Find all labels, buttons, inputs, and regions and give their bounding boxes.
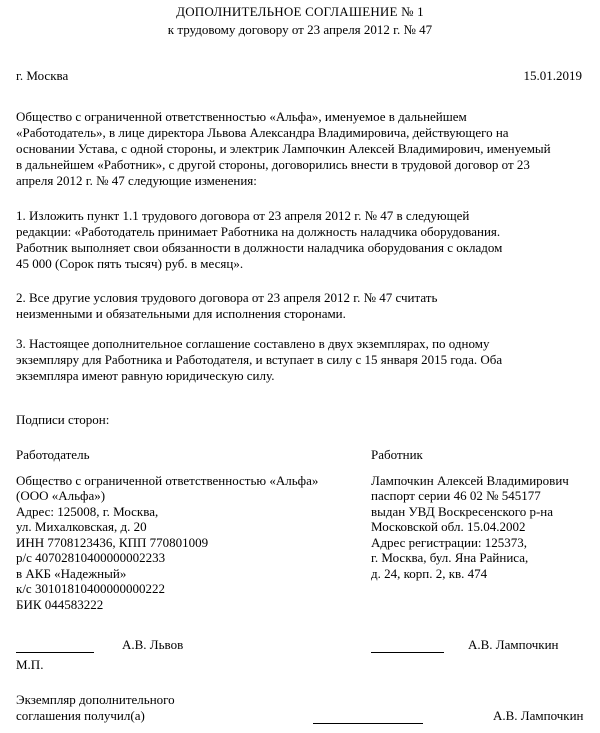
employer-signature-line <box>16 652 94 653</box>
employee-signature-line <box>371 652 444 653</box>
employee-signatory: А.В. Лампочкин <box>468 637 559 652</box>
copy-received-label: Экземпляр дополнительного соглашения получил(а) <box>16 692 175 723</box>
employer-details: Общество с ограниченной ответственностью «Альфа» (ООО «Альфа») Адрес: 125008, г. Москва, ул. Михалковская, д. 20 ИНН 7708123436, КПП 770801009 р/с 40702810400000002233 в АКБ «Надежный» к/с 30101810400000000222 БИК 044583222 <box>16 472 319 612</box>
copy-signatory: А.В. Лампочкин <box>493 708 584 723</box>
employer-block <box>16 447 366 612</box>
employee-heading: Работник <box>371 447 423 462</box>
clause-3: 3. Настоящее дополнительное соглашение составлено в двух экземплярах, по одному экземпляру для Работника и Работодателя, и вступает в силу с 15 января 2015 года. Оба экземпляра имеют равную юридическую силу. <box>16 336 503 383</box>
document-title: ДОПОЛНИТЕЛЬНОЕ СОГЛАШЕНИЕ № 1 <box>176 4 424 19</box>
employer-signatory: А.В. Львов <box>122 637 184 652</box>
employee-details: Лампочкин Алексей Владимирович паспорт серии 46 02 № 545177 выдан УВД Воскресенского р-на Московской обл. 15.04.2002 Адрес регистрации: 125373, г. Москва, бул. Яна Райниса, д. 24, корп. 2, кв. 474 <box>371 472 569 581</box>
employee-block <box>371 447 591 581</box>
intro-paragraph: Общество с ограниченной ответственностью «Альфа», именуемое в дальнейшем «Работодатель», в лице директора Львова Александра Владимировича, действующего на основании Устава, с одной стороны, и электрик Лампочкин Алексей Владимирович, именуемый в дальнейшем «Работник», с другой стороны, договорились внести в трудовой договор от 23 апреля 2012 г. № 47 следующие изменения: <box>16 109 551 188</box>
clause-1: 1. Изложить пункт 1.1 трудового договора от 23 апреля 2012 г. № 47 в следующей редакции: «Работодатель принимает Работника на должность наладчика оборудования. Работник выполняет свои обязанности в должности наладчика оборудования с окладом 45 000 (Сорок пять тысяч) руб. в месяц». <box>16 208 503 271</box>
document-subtitle: к трудовому договору от 23 апреля 2012 г. № 47 <box>167 22 433 37</box>
document-city: г. Москва <box>16 68 69 83</box>
stamp-placeholder: М.П. <box>16 657 44 672</box>
document-date: 15.01.2019 <box>523 68 582 83</box>
employer-heading: Работодатель <box>16 447 90 462</box>
copy-signature-line <box>313 723 423 724</box>
clause-2: 2. Все другие условия трудового договора от 23 апреля 2012 г. № 47 считать неизменными и обязательными для исполнения сторонами. <box>16 290 438 321</box>
signatures-title: Подписи сторон: <box>16 412 110 427</box>
